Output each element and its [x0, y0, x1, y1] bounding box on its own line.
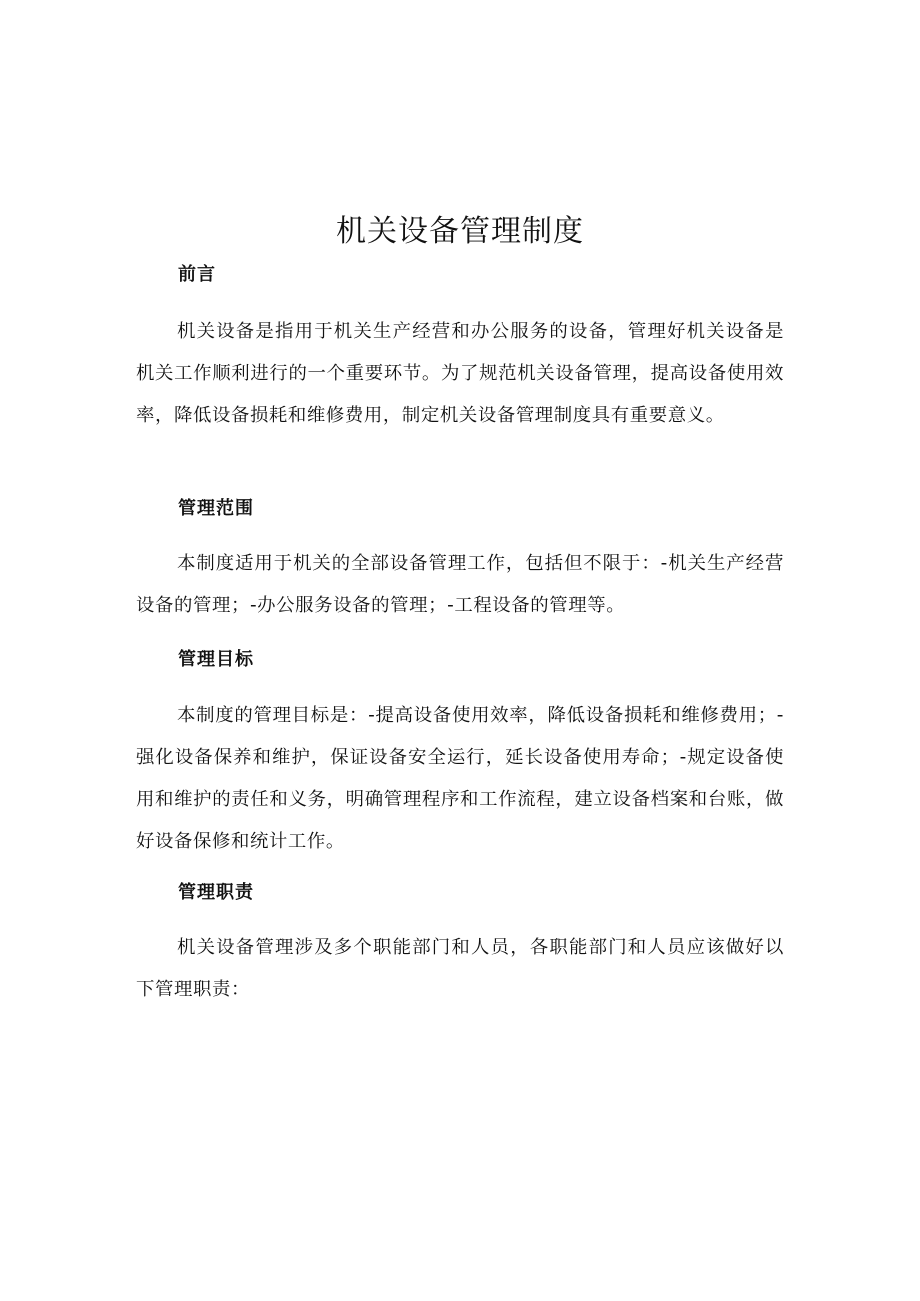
section-body-preface: 机关设备是指用于机关生产经营和办公服务的设备，管理好机关设备是机关工作顺利进行的一个重要环节。为了规范机关设备管理，提高设备使用效率，降低设备损耗和维修费用，制定机关设备管理制度具有重要意义。: [136, 321, 784, 426]
section-heading-scope: 管理范围: [178, 498, 254, 519]
section-body-goals: 本制度的管理目标是：-提高设备使用效率，降低设备损耗和维修费用；-强化设备保养和维护，保证设备安全运行，延长设备使用寿命；-规定设备使用和维护的责任和义务，明确管理程序和工作流程，建立设备档案和台账，做好设备保修和统计工作。: [136, 705, 784, 852]
section-body-scope: 本制度适用于机关的全部设备管理工作，包括但不限于：-机关生产经营设备的管理；-办公服务设备的管理；-工程设备的管理等。: [136, 553, 784, 616]
section-body-duties: 机关设备管理涉及多个职能部门和人员，各职能部门和人员应该做好以下管理职责：: [136, 937, 784, 1000]
page-title: 机关设备管理制度: [336, 214, 584, 249]
section-heading-preface: 前言: [178, 264, 216, 285]
section-heading-duties: 管理职责: [178, 882, 254, 903]
section-heading-goals: 管理目标: [178, 649, 254, 670]
